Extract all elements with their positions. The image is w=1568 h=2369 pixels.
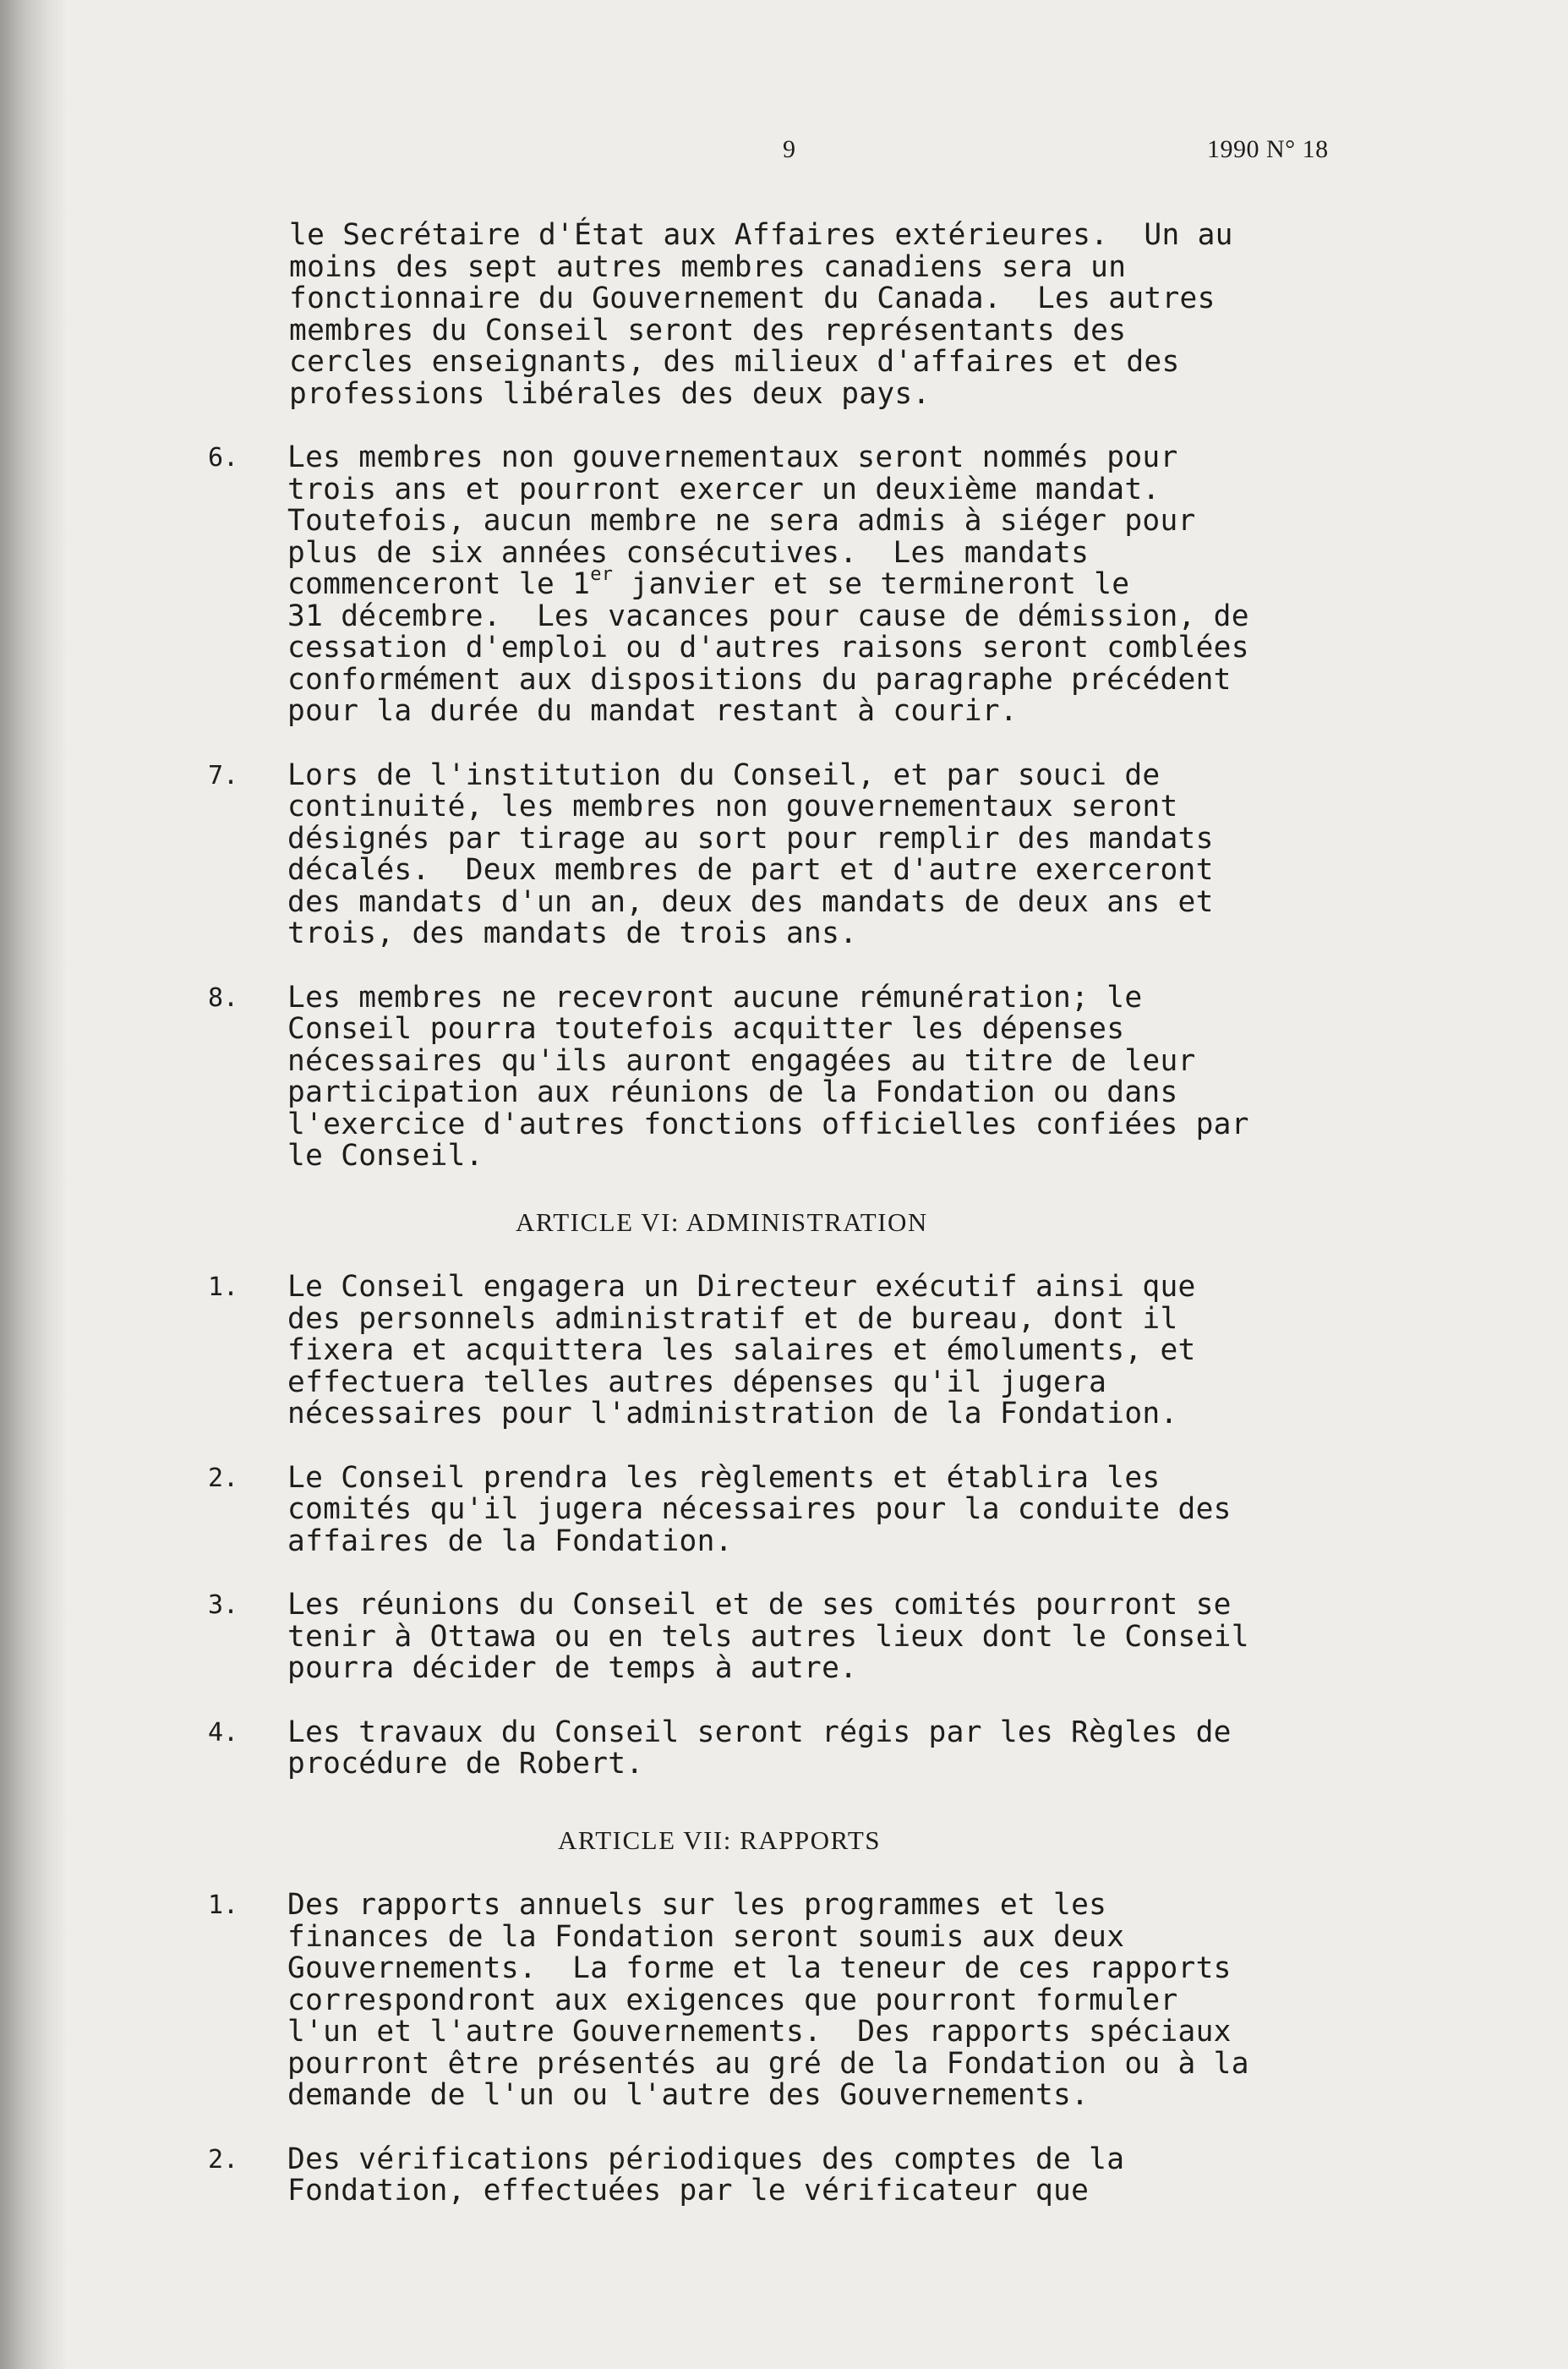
text-segment: commenceront le 1 [287, 567, 591, 601]
paragraph-number: 2. [208, 2144, 239, 2175]
document-body [0, 220, 1568, 2208]
text-line: Toutefois, aucun membre ne sera admis à siéger pour [287, 504, 1196, 538]
article-6-paragraph-1 [0, 1272, 1568, 1431]
text-line: professions libérales des deux pays. [289, 376, 931, 411]
text-line: Le Conseil prendra les règlements et établira les [287, 1460, 1161, 1495]
text-line: continuité, les membres non gouvernementaux seront [287, 790, 1178, 823]
text-line: fixera et acquittera les salaires et émoluments, et [287, 1333, 1196, 1367]
text-line: Gouvernements. La forme et la teneur de ces rapports [287, 1951, 1232, 1985]
text-line: cercles enseignants, des milieux d'affaires et des [289, 345, 1180, 379]
text-line: effectuera telles autres dépenses qu'il jugera [287, 1365, 1107, 1399]
text-line: pourra décider de temps à autre. [287, 1651, 858, 1685]
superscript-ordinal: er [590, 563, 614, 585]
article-6-paragraph-4 [0, 1717, 1568, 1781]
text-segment: janvier et se termineront le [613, 567, 1130, 601]
text-line: Les travaux du Conseil seront régis par les Règles de [287, 1715, 1232, 1749]
text-line: Lors de l'institution du Conseil, et par souci de [287, 758, 1161, 792]
article-7-paragraph-1 [0, 1890, 1568, 2112]
paragraph-7 [0, 760, 1568, 950]
text-line: finances de la Fondation seront soumis aux deux [287, 1919, 1125, 1954]
paragraph-number: 2. [208, 1463, 239, 1493]
text-line: participation aux réunions de la Fondation ou dans [287, 1075, 1178, 1109]
paragraph-number: 3. [208, 1590, 239, 1620]
text-line: désignés par tirage au sort pour remplir des mandats [287, 821, 1214, 856]
paragraph-number: 7. [208, 760, 239, 791]
text-line: le Secrétaire d'État aux Affaires extérieures. Un au [289, 218, 1233, 252]
text-line: nécessaires pour l'administration de la Fondation. [287, 1397, 1178, 1431]
paragraph-number: 1. [208, 1272, 239, 1302]
paragraph-number: 6. [208, 443, 239, 473]
text-line: des personnels administratif et de bureau, dont il [287, 1301, 1178, 1336]
issue-number: 1990 N° 18 [1207, 135, 1329, 163]
text-line: Les réunions du Conseil et de ses comités pourront se [287, 1588, 1232, 1622]
text-line: Les membres ne recevront aucune rémunération; le [287, 980, 1143, 1015]
text-line: moins des sept autres membres canadiens sera un [289, 249, 1127, 284]
paragraph-8 [0, 982, 1568, 1173]
paragraph-number: 1. [208, 1890, 239, 1920]
text-line: comités qu'il jugera nécessaires pour la conduite des [287, 1492, 1232, 1526]
text-line: Conseil pourra toutefois acquitter les dépenses [287, 1012, 1125, 1046]
text-line: conformément aux dispositions du paragraphe précédent [287, 662, 1232, 697]
paragraph-number: 4. [208, 1717, 239, 1748]
text-line: Des vérifications périodiques des comptes de la [287, 2142, 1125, 2176]
text-line: le Conseil. [287, 1139, 484, 1173]
text-line: fonctionnaire du Gouvernement du Canada. Les autres [289, 282, 1216, 315]
text-line: Les membres non gouvernementaux seront nommés pour [287, 440, 1178, 474]
article-7-paragraph-2 [0, 2144, 1568, 2208]
text-line: Le Conseil engagera un Directeur exécutif ainsi que [287, 1270, 1196, 1304]
text-line: correspondront aux exigences que pourront formuler [287, 1983, 1178, 2017]
text-line: cessation d'emploi ou d'autres raisons seront comblées [287, 631, 1249, 665]
text-line: 31 décembre. Les vacances pour cause de démission, de [287, 599, 1249, 633]
text-line [287, 563, 1568, 601]
page-number: 9 [783, 135, 795, 163]
article-6-heading: ARTICLE VI: ADMINISTRATION [516, 1206, 928, 1237]
text-line: Fondation, effectuées par le vérificateur que [287, 2174, 1090, 2208]
text-line: l'exercice d'autres fonctions officielles confiées par [287, 1107, 1249, 1141]
text-line: trois ans et pourront exercer un deuxième mandat. [287, 472, 1161, 506]
page-header [0, 135, 1568, 169]
text-line: tenir à Ottawa ou en tels autres lieux dont le Conseil [287, 1619, 1249, 1654]
article-6-paragraph-3 [0, 1589, 1568, 1685]
text-line: l'un et l'autre Gouvernements. Des rapports spéciaux [287, 2015, 1232, 2049]
text-line: des mandats d'un an, deux des mandats de deux ans et [287, 884, 1214, 919]
text-line: plus de six années consécutives. Les mandats [287, 535, 1090, 570]
text-line: pour la durée du mandat restant à courir. [287, 694, 1018, 728]
text-line: demande de l'un ou l'autre des Gouvernements. [287, 2078, 1090, 2112]
text-line: trois, des mandats de trois ans. [287, 916, 858, 950]
text-line: pourront être présentés au gré de la Fondation ou à la [287, 2046, 1249, 2081]
paragraph-6 [0, 442, 1568, 728]
text-line: procédure de Robert. [287, 1747, 644, 1781]
text-line: affaires de la Fondation. [287, 1524, 733, 1558]
text-line: décalés. Deux membres de part et d'autre exerceront [287, 853, 1214, 887]
article-6-paragraph-2 [0, 1460, 1568, 1558]
paragraph-number: 8. [208, 982, 239, 1013]
intro-continuation [0, 220, 1568, 410]
text-line: nécessaires qu'ils auront engagées au titre de leur [287, 1043, 1196, 1078]
article-7-heading: ARTICLE VII: RAPPORTS [558, 1825, 882, 1855]
text-line: Des rapports annuels sur les programmes et les [287, 1888, 1107, 1922]
text-line: membres du Conseil seront des représentants des [289, 313, 1127, 347]
